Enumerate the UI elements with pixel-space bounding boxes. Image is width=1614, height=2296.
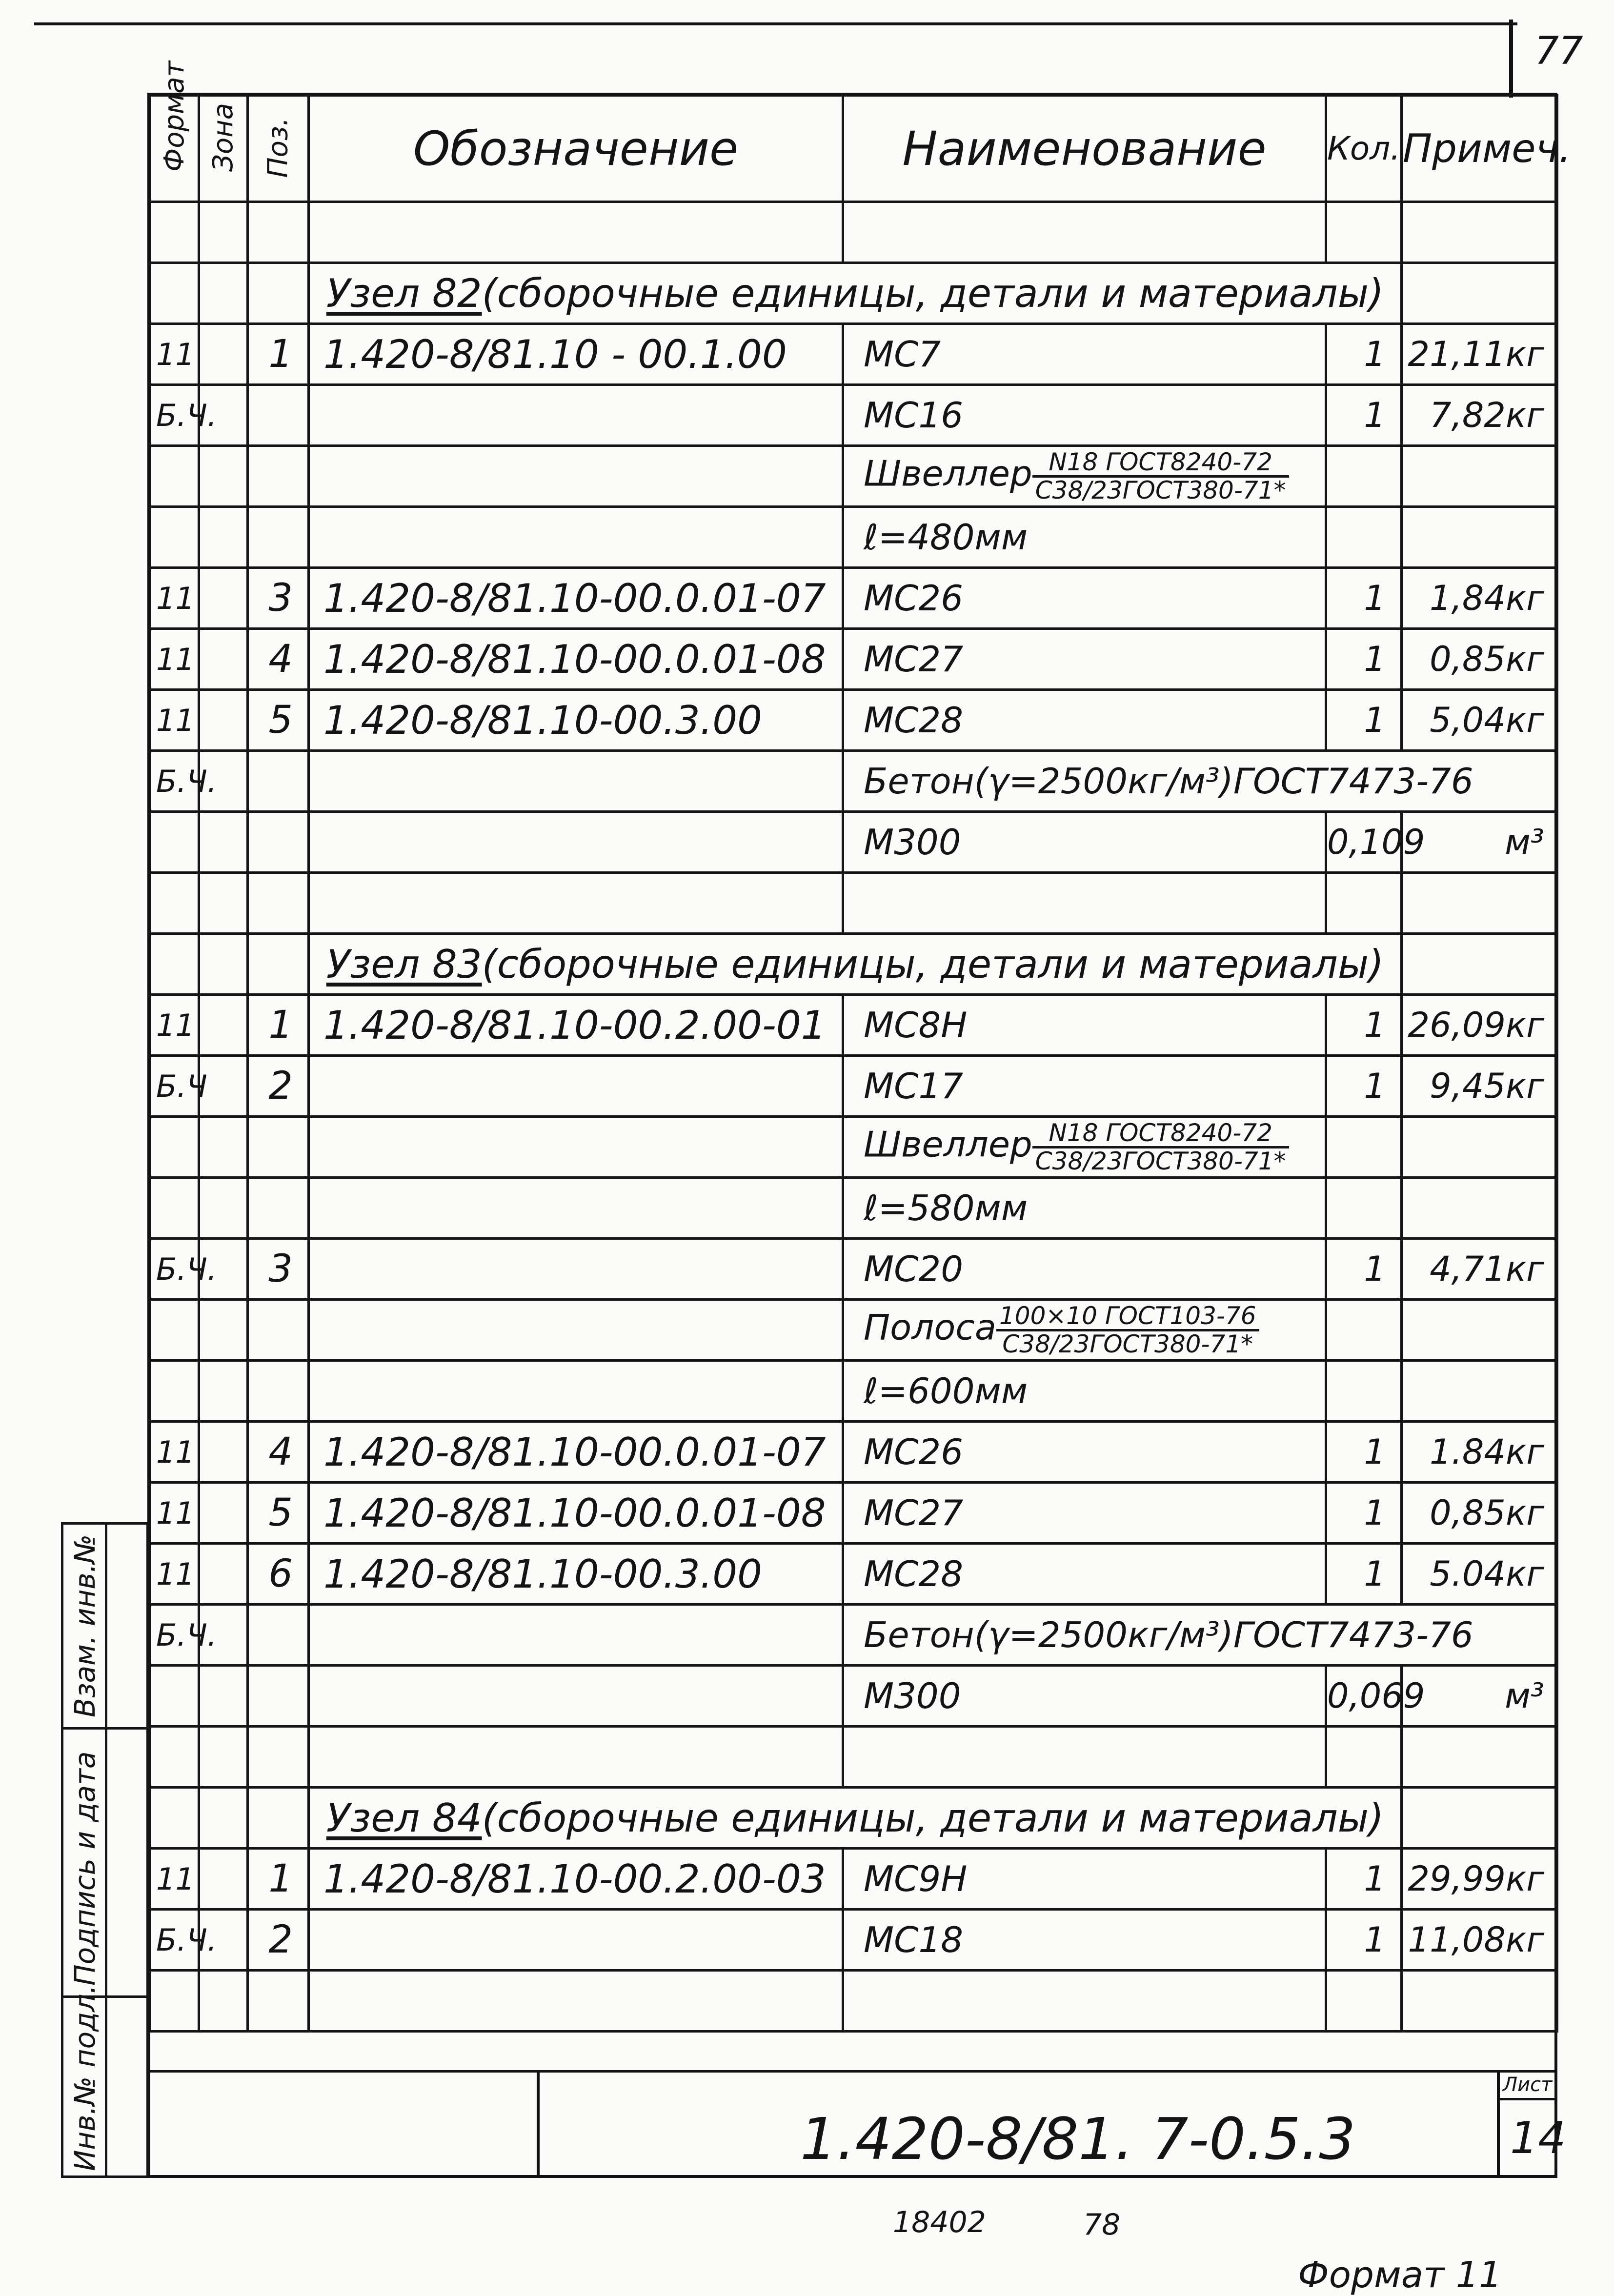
section-header-row [150, 934, 1557, 995]
quantity-cell: 1 [1326, 690, 1402, 751]
position-cell: 1 [248, 995, 309, 1056]
table-row [150, 629, 1557, 690]
title-block-sheet-header-line [1500, 2098, 1557, 2100]
empty-cell [150, 1788, 199, 1849]
table-row [150, 995, 1557, 1056]
empty-cell [1402, 934, 1557, 995]
zone-cell [199, 568, 248, 629]
name-cell: МС20 [843, 1239, 1326, 1300]
designation-cell [309, 507, 843, 568]
empty-cell [843, 202, 1326, 263]
designation-cell [309, 1361, 843, 1422]
empty-cell [1402, 873, 1557, 934]
sheet-label: Лист [1503, 2074, 1553, 2096]
table-row [150, 568, 1557, 629]
quantity-cell: 1 [1326, 629, 1402, 690]
empty-cell [248, 1788, 309, 1849]
empty-cell [309, 1971, 843, 2032]
material-spec-fraction [1032, 449, 1289, 503]
empty-cell [199, 202, 248, 263]
format-cell: 11 [150, 690, 199, 751]
quantity-cell: 1 [1326, 1910, 1402, 1971]
format-cell: 11 [150, 1544, 199, 1605]
position-cell: 5 [248, 1483, 309, 1544]
quantity-cell: 0,069 [1326, 1666, 1402, 1727]
empty-cell [843, 1971, 1326, 2032]
remark-cell [1402, 1300, 1557, 1361]
zone-cell [199, 690, 248, 751]
position-cell [248, 446, 309, 507]
empty-cell [150, 1727, 199, 1788]
margin-strip-divider [105, 1522, 107, 2178]
designation-cell [309, 1056, 843, 1117]
quantity-cell: 1 [1326, 1849, 1402, 1910]
table-row [150, 507, 1557, 568]
format-cell: Б.Ч. [150, 1239, 199, 1300]
format-cell [150, 1178, 199, 1239]
position-cell: 4 [248, 629, 309, 690]
format-cell [150, 1666, 199, 1727]
document-code: 1.420-8/81. 7-0.5.3 [800, 2105, 1356, 2173]
quantity-cell: 1 [1326, 1056, 1402, 1117]
empty-cell [1402, 202, 1557, 263]
sheet-number-divider [1509, 20, 1513, 98]
quantity-cell [1326, 507, 1402, 568]
position-cell: 3 [248, 1239, 309, 1300]
designation-cell: 1.420-8/81.10-00.0.01-08 [309, 1483, 843, 1544]
empty-cell [309, 1727, 843, 1788]
quantity-cell: 1 [1326, 1239, 1402, 1300]
fraction-numerator: N18 ГОСТ8240-72 [1032, 1120, 1289, 1148]
section-header-row [150, 263, 1557, 324]
section-title: Узел 84 [326, 1795, 482, 1841]
blank-row [150, 1727, 1557, 1788]
empty-cell [843, 873, 1326, 934]
quantity-cell: 1 [1326, 1483, 1402, 1544]
empty-cell [1402, 1971, 1557, 2032]
position-cell [248, 1361, 309, 1422]
table-row [150, 446, 1557, 507]
empty-cell [150, 202, 199, 263]
table-row [150, 1605, 1557, 1666]
empty-cell [199, 1727, 248, 1788]
section-title-cell [309, 1788, 1402, 1849]
margin-strip-line [61, 1727, 149, 1730]
name-cell: М300 [843, 1666, 1326, 1727]
position-cell: 2 [248, 1910, 309, 1971]
remark-cell: 11,08кг [1402, 1910, 1557, 1971]
quantity-cell: 1 [1326, 1422, 1402, 1483]
format-cell: 11 [150, 1422, 199, 1483]
table-row [150, 1361, 1557, 1422]
specification-table [149, 60, 1572, 2033]
table-row [150, 324, 1557, 385]
quantity-cell: 1 [1326, 324, 1402, 385]
format-label: Формат 11 [1298, 2254, 1502, 2296]
format-cell: Б.Ч. [150, 385, 199, 446]
empty-cell [150, 263, 199, 324]
format-cell: Б.Ч [150, 1056, 199, 1117]
designation-cell [309, 1605, 843, 1666]
empty-cell [1326, 873, 1402, 934]
format-cell: 11 [150, 995, 199, 1056]
table-row [150, 751, 1557, 812]
table-row [150, 1910, 1557, 1971]
designation-cell [309, 1300, 843, 1361]
empty-cell [1402, 263, 1557, 324]
header-name: Наименование [843, 96, 1326, 202]
top-border-line [34, 22, 1517, 25]
name-cell: МС9Н [843, 1849, 1326, 1910]
name-cell: МС27 [843, 1483, 1326, 1544]
footer-number-1: 18402 [893, 2205, 986, 2239]
empty-cell [309, 873, 843, 934]
zone-cell [199, 446, 248, 507]
empty-cell [248, 1971, 309, 2032]
format-cell: 11 [150, 324, 199, 385]
position-cell [248, 812, 309, 873]
designation-cell [309, 1178, 843, 1239]
name-cell: ℓ=600мм [843, 1361, 1326, 1422]
remark-cell [1402, 1361, 1557, 1422]
empty-cell [248, 263, 309, 324]
empty-cell [199, 263, 248, 324]
empty-cell [199, 873, 248, 934]
zone-cell [199, 1117, 248, 1178]
remark-cell [1402, 446, 1557, 507]
empty-cell [248, 934, 309, 995]
name-cell: МС26 [843, 568, 1326, 629]
table-row [150, 1178, 1557, 1239]
quantity-cell: 1 [1326, 995, 1402, 1056]
remark-cell [1402, 1117, 1557, 1178]
section-title-cell [309, 263, 1402, 324]
section-subtitle: (сборочные единицы, детали и материалы) [482, 1795, 1384, 1841]
format-cell [150, 1361, 199, 1422]
empty-cell [150, 873, 199, 934]
zone-cell [199, 1422, 248, 1483]
material-name: Швеллер [864, 1124, 1032, 1165]
zone-cell [199, 1544, 248, 1605]
quantity-cell [1326, 1117, 1402, 1178]
position-cell [248, 507, 309, 568]
margin-replaced-inv: Взам. инв.№ [68, 1534, 101, 1717]
format-cell [150, 1117, 199, 1178]
name-cell: МС28 [843, 690, 1326, 751]
name-cell [843, 1117, 1326, 1178]
position-cell [248, 1117, 309, 1178]
remark-cell: 0,85кг [1402, 629, 1557, 690]
name-cell: МС8Н [843, 995, 1326, 1056]
position-cell [248, 751, 309, 812]
footer-number-2: 78 [1083, 2208, 1121, 2242]
remark-cell [1402, 1178, 1557, 1239]
fraction-numerator: 100×10 ГОСТ103-76 [996, 1303, 1259, 1331]
sheet-number: 14 [1510, 2113, 1566, 2164]
empty-cell [843, 1727, 1326, 1788]
empty-cell [248, 202, 309, 263]
quantity-cell: 1 [1326, 1544, 1402, 1605]
name-cell: МС18 [843, 1910, 1326, 1971]
format-cell: Б.Ч. [150, 1910, 199, 1971]
empty-cell [1402, 1727, 1557, 1788]
blank-row [150, 873, 1557, 934]
table-row [150, 1239, 1557, 1300]
name-cell [843, 446, 1326, 507]
format-cell: Б.Ч. [150, 1605, 199, 1666]
zone-cell [199, 1483, 248, 1544]
quantity-cell [1326, 1361, 1402, 1422]
position-cell [248, 1605, 309, 1666]
name-cell: МС28 [843, 1544, 1326, 1605]
fraction-numerator: N18 ГОСТ8240-72 [1032, 449, 1289, 478]
header-pos: Поз. [248, 96, 309, 202]
name-cell: ℓ=580мм [843, 1178, 1326, 1239]
designation-cell: 1.420-8/81.10-00.0.01-07 [309, 568, 843, 629]
position-cell [248, 1178, 309, 1239]
section-title: Узел 82 [326, 270, 482, 316]
section-subtitle: (сборочные единицы, детали и материалы) [482, 270, 1384, 316]
designation-cell: 1.420-8/81.10-00.3.00 [309, 690, 843, 751]
empty-cell [248, 1727, 309, 1788]
zone-cell [199, 629, 248, 690]
designation-cell: 1.420-8/81.10-00.3.00 [309, 1544, 843, 1605]
table-row [150, 1117, 1557, 1178]
section-header-row [150, 1788, 1557, 1849]
format-cell [150, 507, 199, 568]
empty-cell [309, 202, 843, 263]
remark-cell: 0,85кг [1402, 1483, 1557, 1544]
remark-cell: 5,04кг [1402, 690, 1557, 751]
empty-cell [1326, 1727, 1402, 1788]
title-block-sheet-divider [1497, 2070, 1500, 2178]
format-cell: 11 [150, 1849, 199, 1910]
margin-signature-date: Подпись и дата [68, 1751, 101, 1986]
format-cell: Б.Ч. [150, 751, 199, 812]
table-row [150, 690, 1557, 751]
empty-cell [150, 1971, 199, 2032]
designation-cell: 1.420-8/81.10-00.2.00-03 [309, 1849, 843, 1910]
quantity-cell [1326, 1300, 1402, 1361]
empty-cell [248, 873, 309, 934]
remark-cell: м³ [1402, 1666, 1557, 1727]
margin-inv-orig: Инв.№ подл. [68, 1985, 101, 2171]
fraction-denominator: С38/23ГОСТ380-71* [1035, 476, 1286, 504]
position-cell [248, 385, 309, 446]
header-format: Формат [150, 96, 199, 202]
table-row [150, 1056, 1557, 1117]
format-cell [150, 1300, 199, 1361]
remark-cell: 1,84кг [1402, 568, 1557, 629]
zone-cell [199, 1178, 248, 1239]
zone-cell [199, 1361, 248, 1422]
section-title-cell [309, 934, 1402, 995]
remark-cell [1402, 507, 1557, 568]
section-title: Узел 83 [326, 941, 482, 987]
remark-cell: м³ [1402, 812, 1557, 873]
empty-cell [1326, 202, 1402, 263]
remark-cell: 29,99кг [1402, 1849, 1557, 1910]
empty-cell [199, 934, 248, 995]
zone-cell [199, 507, 248, 568]
remark-cell: 4,71кг [1402, 1239, 1557, 1300]
designation-cell [309, 1239, 843, 1300]
designation-cell: 1.420-8/81.10-00.0.01-08 [309, 629, 843, 690]
name-cell: ℓ=480мм [843, 507, 1326, 568]
table-body [150, 202, 1557, 2032]
position-cell [248, 1300, 309, 1361]
name-cell: М300 [843, 812, 1326, 873]
name-cell: МС17 [843, 1056, 1326, 1117]
table-row [150, 1544, 1557, 1605]
zone-cell [199, 995, 248, 1056]
remark-cell: 1.84кг [1402, 1422, 1557, 1483]
table-row [150, 1666, 1557, 1727]
section-subtitle: (сборочные единицы, детали и материалы) [482, 941, 1384, 987]
header-qty: Кол. [1326, 96, 1402, 202]
header-zone: Зона [199, 96, 248, 202]
empty-cell [1402, 1788, 1557, 1849]
designation-cell [309, 446, 843, 507]
empty-cell [199, 1971, 248, 2032]
zone-cell [199, 1300, 248, 1361]
position-cell: 2 [248, 1056, 309, 1117]
name-cell: МС26 [843, 1422, 1326, 1483]
designation-cell [309, 1117, 843, 1178]
format-cell: 11 [150, 568, 199, 629]
material-spec-fraction [996, 1303, 1259, 1357]
designation-cell [309, 812, 843, 873]
zone-cell [199, 1849, 248, 1910]
name-cell [843, 1300, 1326, 1361]
table-header-row [150, 96, 1557, 202]
remark-cell: 7,82кг [1402, 385, 1557, 446]
position-cell: 5 [248, 690, 309, 751]
position-cell: 6 [248, 1544, 309, 1605]
blank-row [150, 1971, 1557, 2032]
table-row [150, 1483, 1557, 1544]
remark-cell: 5.04кг [1402, 1544, 1557, 1605]
designation-cell: 1.420-8/81.10 - 00.1.00 [309, 324, 843, 385]
name-cell: Бетон(γ=2500кг/м³)ГОСТ7473-76 [843, 751, 1557, 812]
name-cell: Бетон(γ=2500кг/м³)ГОСТ7473-76 [843, 1605, 1557, 1666]
material-name: Швеллер [864, 453, 1032, 494]
empty-cell [199, 1788, 248, 1849]
format-cell [150, 446, 199, 507]
designation-cell [309, 1666, 843, 1727]
format-cell: 11 [150, 629, 199, 690]
name-cell: МС27 [843, 629, 1326, 690]
remark-cell: 21,11кг [1402, 324, 1557, 385]
zone-cell [199, 324, 248, 385]
format-cell [150, 812, 199, 873]
table-row [150, 1422, 1557, 1483]
header-designation: Обозначение [309, 96, 843, 202]
position-cell: 4 [248, 1422, 309, 1483]
zone-cell [199, 812, 248, 873]
quantity-cell: 1 [1326, 568, 1402, 629]
quantity-cell: 1 [1326, 385, 1402, 446]
blank-row [150, 202, 1557, 263]
top-sheet-number: 77 [1534, 29, 1583, 73]
zone-cell [199, 1666, 248, 1727]
designation-cell [309, 385, 843, 446]
fraction-denominator: С38/23ГОСТ380-71* [1002, 1329, 1253, 1358]
table-row [150, 385, 1557, 446]
position-cell: 3 [248, 568, 309, 629]
table-row [150, 812, 1557, 873]
material-spec-fraction [1032, 1120, 1289, 1174]
empty-cell [1326, 1971, 1402, 2032]
position-cell: 1 [248, 324, 309, 385]
name-cell: МС7 [843, 324, 1326, 385]
header-remark: Примеч. [1402, 96, 1557, 202]
remark-cell: 9,45кг [1402, 1056, 1557, 1117]
quantity-cell [1326, 1178, 1402, 1239]
format-cell: 11 [150, 1483, 199, 1544]
designation-cell: 1.420-8/81.10-00.0.01-07 [309, 1422, 843, 1483]
designation-cell [309, 751, 843, 812]
fraction-denominator: С38/23ГОСТ380-71* [1035, 1147, 1286, 1175]
position-cell: 1 [248, 1849, 309, 1910]
name-cell: МС16 [843, 385, 1326, 446]
table-row [150, 1849, 1557, 1910]
quantity-cell [1326, 446, 1402, 507]
designation-cell: 1.420-8/81.10-00.2.00-01 [309, 995, 843, 1056]
empty-cell [150, 934, 199, 995]
quantity-cell: 0,109 [1326, 812, 1402, 873]
table-row [150, 1300, 1557, 1361]
material-name: Полоса [864, 1307, 996, 1348]
remark-cell: 26,09кг [1402, 995, 1557, 1056]
position-cell [248, 1666, 309, 1727]
designation-cell [309, 1910, 843, 1971]
